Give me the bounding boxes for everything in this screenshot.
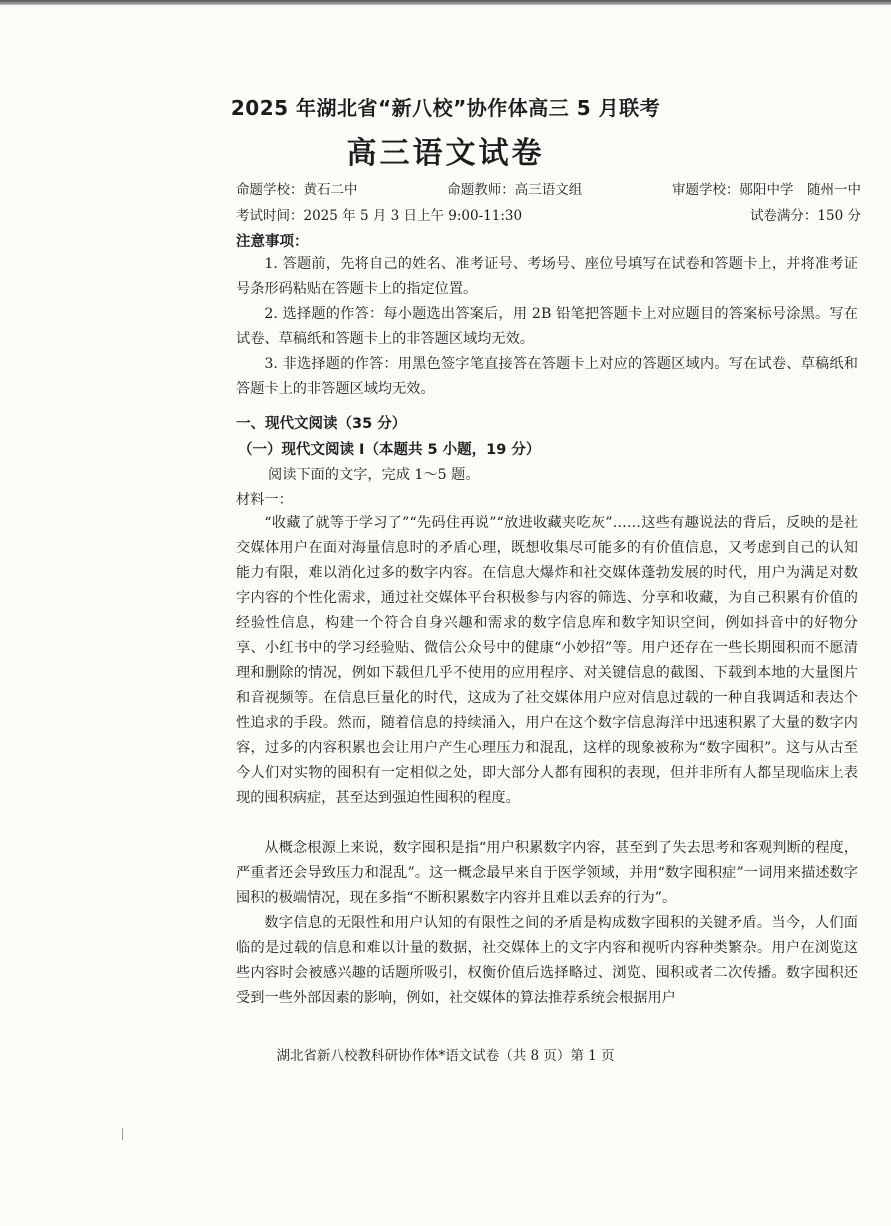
notice-item: 1. 答题前，先将自己的姓名、准考证号、考场号、座位号填写在试卷和答题卡上，并将准考证号条形码粘贴在答题卡上的指定位置。 bbox=[236, 256, 858, 297]
subsection-title: （一）现代文阅读 I（本题共 5 小题，19 分） bbox=[238, 442, 541, 458]
notice-title: 注意事项： bbox=[236, 233, 309, 250]
material-paragraph: 从概念根源上来说，数字囤积是指“用户积累数字内容，甚至到了失去思考和客观判断的程度，严重者还会导致压力和混乱”。这一概念最早来自于医学领域，并用“数字囤积症”一词用来描述数字囤积的极端情况，现在多指“不断积累数字内容并且难以丢弃的行为”。 bbox=[236, 840, 858, 906]
paper-title: 高三语文试卷 bbox=[346, 136, 545, 171]
scan-mark bbox=[122, 1128, 123, 1140]
page-footer: 湖北省新八校教科研协作体*语文试卷（共 8 页）第 1 页 bbox=[276, 1048, 615, 1064]
setter-teacher: 命题教师：高三语文组 bbox=[447, 182, 583, 198]
full-score: 试卷满分：150 分 bbox=[749, 208, 861, 224]
material-label: 材料一： bbox=[236, 492, 293, 508]
exam-info-row-1 bbox=[236, 178, 861, 198]
exam-name: 2025 年湖北省“新八校”协作体高三 5 月联考 bbox=[230, 96, 661, 120]
exam-info-row-2 bbox=[236, 204, 861, 224]
reading-instruction: 阅读下面的文字，完成 1～5 题。 bbox=[268, 467, 480, 483]
notice-item: 3. 非选择题的作答：用黑色签字笔直接答在答题卡上对应的答题区域内。写在试卷、草稿纸和答题卡上的非答题区域均无效。 bbox=[236, 356, 858, 397]
setter-school: 命题学校：黄石二中 bbox=[236, 182, 358, 198]
material-paragraph: “收藏了就等于学习了”“先码住再说”“放进收藏夹吃灰”……这些有趣说法的背后，反映的是社交媒体用户在面对海量信息时的矛盾心理，既想收集尽可能多的有价值信息，又考虑到自己的认知能力有限，难以消化过多的数字内容。在信息大爆炸和社交媒体蓬勃发展的时代，用户为满足对数字内容的个性化需求，通过社交媒体平台积极参与内容的筛选、分享和收藏，为自己积累有价值的经验性信息，构建一个符合自身兴趣和需求的数字信息库和数字知识空间，例如抖音中的好物分享、小红书中的学习经验贴、微信公众号中的健康“小妙招”等。用户还存在一些长期囤积而不愿清理和删除的情况，例如下载但几乎不使用的应用程序、对关键信息的截图、下载到本地的大量图片和音视频等。在信息巨量化的时代，这成为了社交媒体用户应对信息过载的一种自我调适和表达个性追求的手段。然而，随着信息的持续涌入，用户在这个数字信息海洋中迅速积累了大量的数字内容，过多的内容积累也会让用户产生心理压力和混乱，这样的现象被称为“数字囤积”。这与从古至今人们对实物的囤积有一定相似之处，即大部分人都有囤积的表现，但并非所有人都呈现临床上表现的囤积病症，甚至达到强迫性囤积的程度。 bbox=[236, 515, 858, 806]
review-school: 审题学校：郧阳中学 随州一中 bbox=[672, 182, 861, 198]
exam-time: 考试时间：2025 年 5 月 3 日上午 9:00-11:30 bbox=[236, 208, 523, 224]
notice-item: 2. 选择题的作答：每小题选出答案后，用 2B 铅笔把答题卡上对应题目的答案标号涂黑。写在试卷、草稿纸和答题卡上的非答题区域均无效。 bbox=[236, 306, 858, 347]
material-paragraph: 数字信息的无限性和用户认知的有限性之间的矛盾是构成数字囤积的关键矛盾。当今，人们面临的是过载的信息和难以计量的数据，社交媒体上的文字内容和视听内容种类繁杂。用户在浏览这些内容时会被感兴趣的话题所吸引，权衡价值后选择略过、浏览、囤积或者二次传播。数字囤积还受到一些外部因素的影响，例如，社交媒体的算法推荐系统会根据用户 bbox=[236, 915, 858, 1006]
section-title: 一、现代文阅读（35 分） bbox=[236, 416, 407, 432]
